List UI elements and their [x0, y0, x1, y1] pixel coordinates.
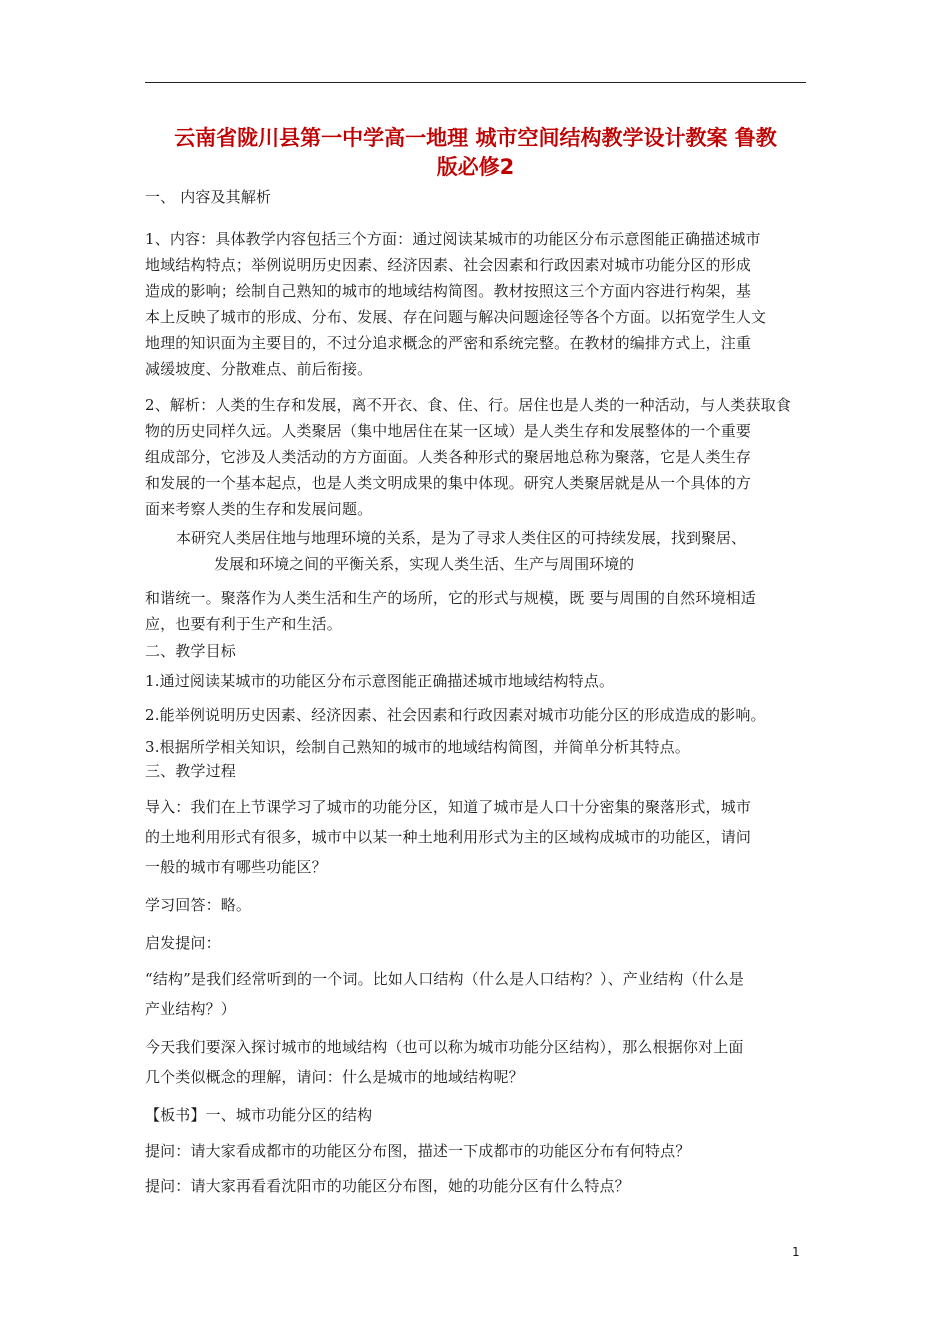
text-line: 今天我们要深入探讨城市的地域结构（也可以称为城市功能分区结构），那么根据你对上面: [145, 1038, 744, 1056]
text-line: 产业结构？）: [145, 1000, 236, 1018]
text-line: 组成部分，它涉及人类活动的方方面面。人类各种形式的聚居地总称为聚落，它是人类生存: [145, 448, 752, 466]
indented-line: 发展和环境之间的平衡关系，实现人类生活、生产与周围环境的: [176, 555, 635, 573]
text-line: 面来考察人类的生存和发展问题。: [145, 500, 373, 518]
text-line: 一、 内容及其解析: [145, 188, 272, 206]
text-line: 提问：请大家再看看沈阳市的功能区分布图，她的功能分区有什么特点？: [145, 1177, 630, 1195]
text-line: 造成的影响；绘制自己熟知的城市的地域结构简图。教材按照这三个方面内容进行构架，基: [145, 282, 752, 300]
text-line: 物的历史同样久远。人类聚居（集中地居住在某一区域）是人类生存和发展整体的一个重要: [145, 422, 752, 440]
text-line: “结构”是我们经常听到的一个词。比如人口结构（什么是人口结构？）、产业结构（什么是: [145, 970, 744, 988]
text-line: 的土地利用形式有很多，城市中以某一种土地利用形式为主的区域构成城市的功能区，请问: [145, 828, 752, 846]
text-line: 提问：请大家看成都市的功能区分布图，描述一下成都市的功能区分布有何特点？: [145, 1142, 691, 1160]
title-line-2: 版必修2: [436, 155, 515, 179]
document-title: [145, 124, 806, 182]
text-line: 地域结构特点；举例说明历史因素、经济因素、社会因素和行政因素对城市功能分区的形成: [145, 256, 752, 274]
text-line: 和谐统一。聚落作为人类生活和生产的场所，它的形式与规模，既 要与周围的自然环境相适: [145, 589, 756, 607]
text-line: 导入：我们在上节课学习了城市的功能分区，知道了城市是人口十分密集的聚落形式，城市: [145, 798, 752, 816]
text-line: 2.能举例说明历史因素、经济因素、社会因素和行政因素对城市功能分区的形成造成的影响。: [145, 706, 766, 724]
indented-line: 本研究人类居住地与地理环境的关系，是为了寻求人类住区的可持续发展，找到聚居、: [176, 529, 747, 547]
text-line: 和发展的一个基本起点，也是人类文明成果的集中体现。研究人类聚居就是从一个具体的方: [145, 474, 752, 492]
text-line: 启发提问：: [145, 934, 221, 952]
text-line: 几个类似概念的理解，请问：什么是城市的地域结构呢？: [145, 1068, 524, 1086]
text-line: 1.通过阅读某城市的功能区分布示意图能正确描述城市地域结构特点。: [145, 672, 615, 690]
text-line: 一般的城市有哪些功能区？: [145, 858, 327, 876]
text-line: 学习回答：略。: [145, 896, 252, 914]
text-line: 本上反映了城市的形成、分布、发展、存在问题与解决问题途径等各个方面。以拓宽学生人文: [145, 308, 767, 326]
text-line: 二、教学目标: [145, 642, 236, 660]
header-rule: [145, 82, 806, 83]
text-line: 【板书】一、城市功能分区的结构: [145, 1106, 373, 1124]
text-line: 三、教学过程: [145, 762, 236, 780]
text-line: 3.根据所学相关知识，绘制自己熟知的城市的地域结构简图，并简单分析其特点。: [145, 738, 690, 756]
page-number: 1: [792, 1245, 800, 1259]
text-line: 1、内容：具体教学内容包括三个方面：通过阅读某城市的功能区分布示意图能正确描述城市: [145, 230, 761, 248]
text-line: 地理的知识面为主要目的，不过分追求概念的严密和系统完整。在教材的编排方式上，注重: [145, 334, 752, 352]
title-line-1: 云南省陇川县第一中学高一地理 城市空间结构教学设计教案 鲁教: [174, 126, 777, 150]
text-line: 应，也要有利于生产和生活。: [145, 615, 342, 633]
text-line: 减缓坡度、分散难点、前后衔接。: [145, 360, 373, 378]
text-line: 2、解析：人类的生存和发展，离不开衣、食、住、行。居住也是人类的一种活动，与人类获取食: [145, 396, 791, 414]
